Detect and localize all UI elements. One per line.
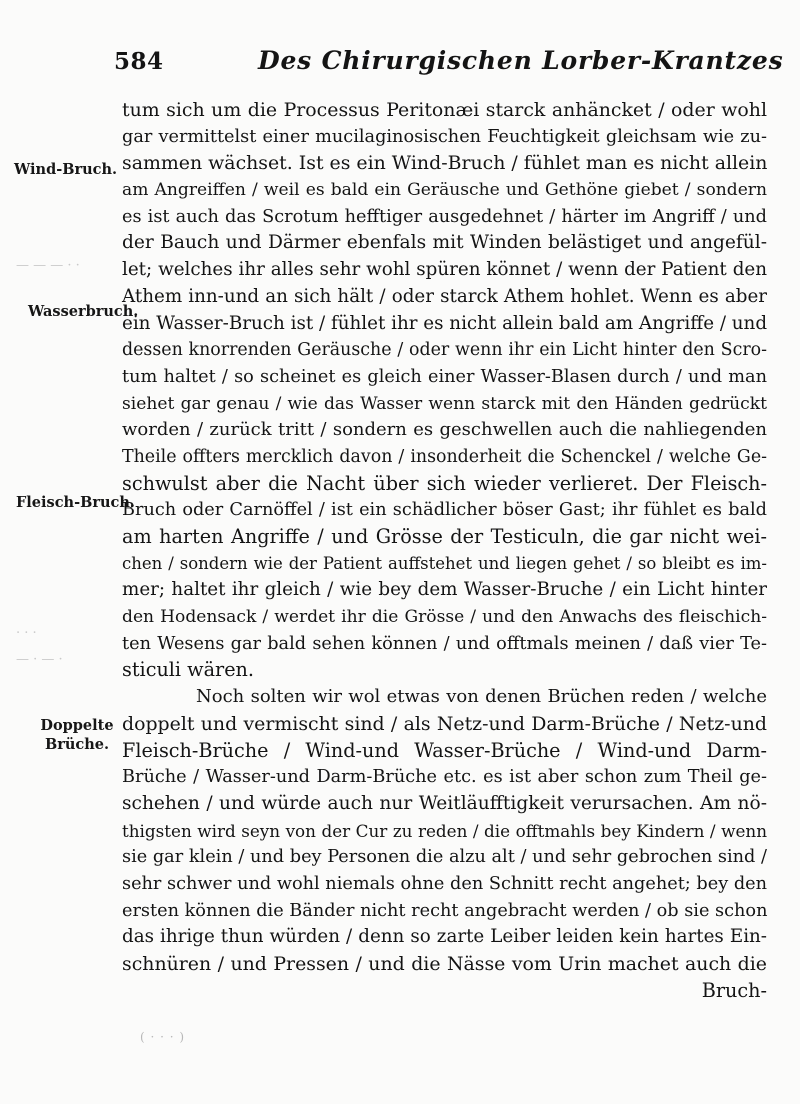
text-line: Brüche / Wasser-und Darm-Brüche etc. es ist aber schon zum Theil ge- xyxy=(122,767,767,788)
text-line: gar vermittelst einer mucilaginosischen Feuchtigkeit gleichsam wie zu- xyxy=(122,126,767,147)
page-number: 584 xyxy=(114,48,164,75)
text-line: Theile offters mercklich davon / insonderheit die Schenckel / welche Ge- xyxy=(122,446,767,467)
text-line: Noch solten wir wol etwas von denen Brüchen reden / welche xyxy=(196,686,767,708)
text-line: ersten können die Bänder nicht recht angebracht werden / ob sie schon xyxy=(122,900,768,921)
text-line: sticuli wären. xyxy=(122,658,255,682)
text-line: tum sich um die Processus Peritonæi starck anhäncket / oder wohl xyxy=(122,99,767,121)
text-line: Bruch oder Carnöffel / ist ein schädlicher böser Gast; ihr fühlet es bald xyxy=(122,500,767,521)
text-line: schnüren / und Pressen / und die Nässe vom Urin machet auch die xyxy=(122,953,767,975)
text-line: sie gar klein / und bey Personen die alzu alt / und sehr gebrochen sind / xyxy=(122,847,767,868)
text-line: es ist auch das Scrotum hefftiger ausgedehnet / härter im Angriff / und xyxy=(122,206,767,227)
text-line: siehet gar genau / wie das Wasser wenn starck mit den Händen gedrückt xyxy=(122,393,767,414)
text-line: das ihrige thun würden / denn so zarte Leiber leiden kein hartes Ein- xyxy=(122,926,767,948)
text-line: ein Wasser-Bruch ist / fühlet ihr es nicht allein bald am Angriffe / und xyxy=(122,312,768,334)
text-line: sammen wächset. Ist es ein Wind-Bruch / fühlet man es nicht allein xyxy=(122,152,768,175)
text-line: doppelt und vermischt sind / als Netz-und Darm-Brüche / Netz-und xyxy=(122,712,767,735)
text-line: thigsten wird seyn von der Cur zu reden / die offtmahls bey Kindern / wenn xyxy=(122,820,767,841)
text-line: am Angreiffen / weil es bald ein Geräusche und Gethöne giebet / sondern xyxy=(122,180,767,201)
margin-note-fleisch-bruch: Fleisch-Bruch. xyxy=(16,494,135,511)
text-line: tum haltet / so scheinet es gleich einer Wasser-Blasen durch / und man xyxy=(122,366,767,387)
text-line: schwulst aber die Nacht über sich wieder verlieret. Der Fleisch- xyxy=(122,471,767,495)
text-line: sehr schwer und wohl niemals ohne den Schnitt recht angehet; bey den xyxy=(122,873,767,894)
text-line: ten Wesens gar bald sehen können / und offtmals meinen / daß vier Te- xyxy=(122,633,767,654)
text-line: dessen knorrenden Geräusche / oder wenn ihr ein Licht hinter den Scro- xyxy=(122,340,767,361)
bleed-through-mark: . . . xyxy=(16,622,37,637)
text-line: schehen / und würde auch nur Weitläufftigkeit verursachen. Am nö- xyxy=(122,792,767,814)
text-line: Fleisch-Brüche / Wind-und Wasser-Brüche / Wind-und Darm- xyxy=(122,738,767,762)
text-line: worden / zurück tritt / sondern es geschwellen auch die nahliegenden xyxy=(122,419,767,441)
running-head: Des Chirurgischen Lorber-Krantzes xyxy=(258,46,784,75)
margin-note-wasserbruch: Wasserbruch. xyxy=(28,303,139,320)
page-header xyxy=(114,44,784,84)
body-text xyxy=(122,97,767,1004)
text-line: chen / sondern wie der Patient auffstehet und liegen gehet / so bleibt es im- xyxy=(122,553,767,573)
text-line: den Hodensack / werdet ihr die Grösse / und den Anwachs des fleischich- xyxy=(122,607,767,628)
text-line: let; welches ihr alles sehr wohl spüren könnet / wenn der Patient den xyxy=(122,259,767,281)
bleed-through-mark: ( · · · ) xyxy=(140,1030,186,1044)
catchword: Bruch- xyxy=(701,978,767,1002)
bleed-through-mark: — · — · xyxy=(16,652,63,667)
margin-note-wind-bruch: Wind-Bruch. xyxy=(14,161,118,178)
text-line: Athem inn-und an sich hält / oder starck Athem hohlet. Wenn es aber xyxy=(122,285,767,307)
text-line: der Bauch und Därmer ebenfals mit Winden belästiget und angefül- xyxy=(122,232,767,254)
text-line: mer; haltet ihr gleich / wie bey dem Wasser-Bruche / ein Licht hinter xyxy=(122,579,767,601)
margin-note-doppelte-brueche: Doppelte Brüche. xyxy=(40,717,114,753)
bleed-through-mark: — — — · · xyxy=(16,258,80,273)
text-line: am harten Angriffe / und Grösse der Testiculn, die gar nicht wei- xyxy=(122,525,767,548)
